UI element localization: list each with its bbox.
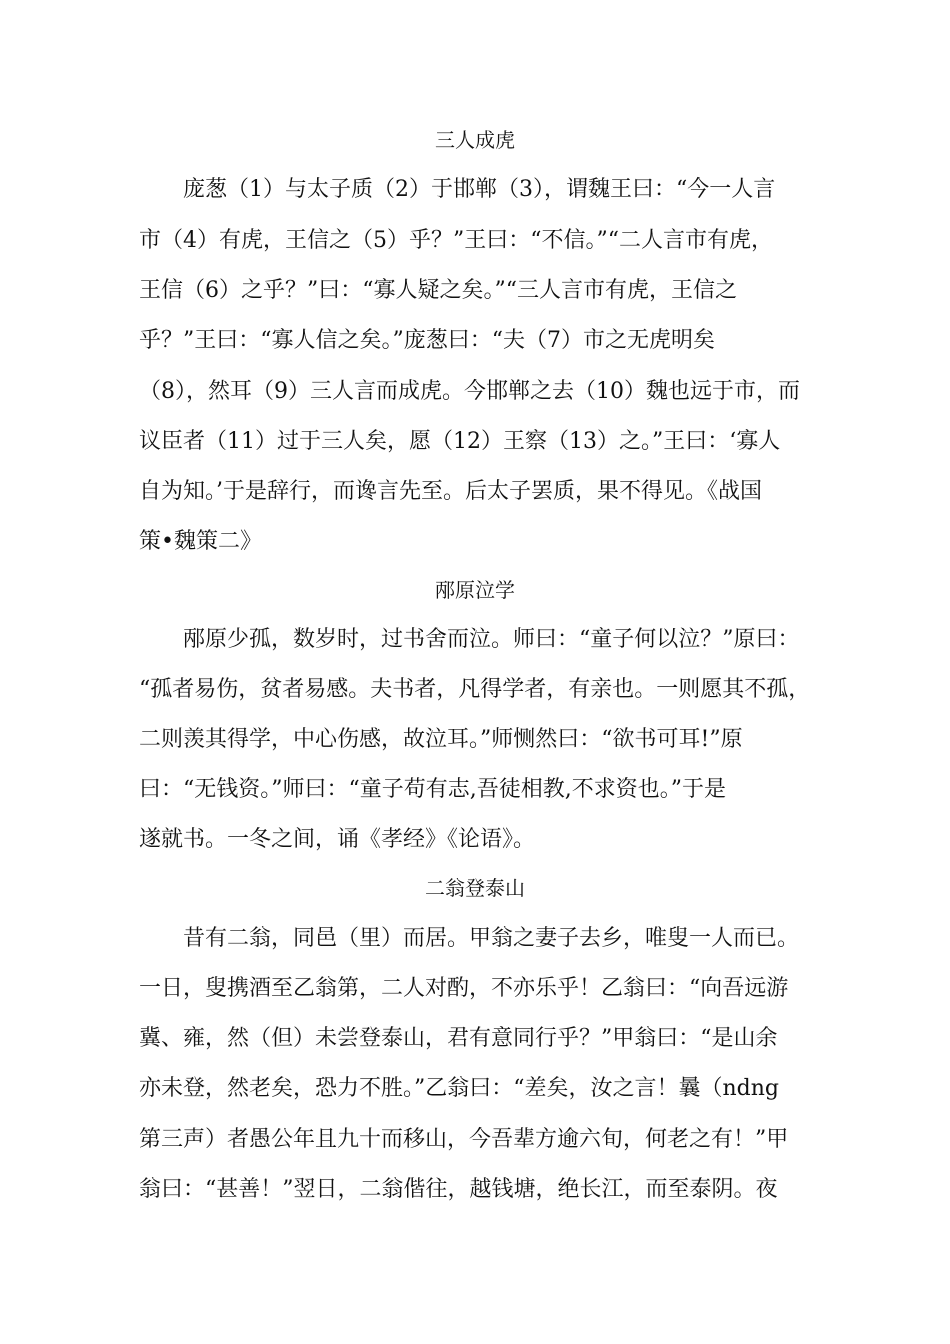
paragraph-line: 第三声）者愚公年且九十而移山，今吾辈方逾六旬，何老之有！”甲 xyxy=(139,1127,789,1152)
section-title-bing-yuan-qi-xue: 邴原泣学 xyxy=(435,578,515,602)
paragraph-line: 冀、雍，然（但）未尝登泰山，君有意同行乎？”甲翁曰：“是山余 xyxy=(139,1026,778,1051)
paragraph-line: 自为知。’于是辞行，而谗言先至。后太子罢质，果不得见。《战国 xyxy=(139,479,762,504)
paragraph-line: 二则羡其得学，中心伤感，故泣耳。”师恻然曰：“欲书可耳!”原 xyxy=(139,727,743,752)
paragraph-line: （8），然耳（9）三人言而成虎。今邯郸之去（10）魏也远于市，而 xyxy=(139,379,800,404)
paragraph-line: 一日，叟携酒至乙翁第，二人对酌，不亦乐乎！乙翁曰：“向吾远游 xyxy=(139,976,789,1001)
paragraph-line: “孤者易伤，贫者易感。夫书者，凡得学者，有亲也。一则愿其不孤， xyxy=(139,677,811,702)
paragraph-line: 昔有二翁，同邑（里）而居。甲翁之妻子去乡，唯叟一人而已。 xyxy=(183,926,800,951)
paragraph-line: 邴原少孤，数岁时，过书舍而泣。师曰：“童子何以泣？”原曰： xyxy=(183,627,800,652)
paragraph-line: 庞葱（1）与太子质（2）于邯郸（3），谓魏王曰：“今一人言 xyxy=(183,177,776,202)
section-title-er-weng-deng-tai-shan: 二翁登泰山 xyxy=(425,876,525,900)
paragraph-line: 亦未登，然老矣，恐力不胜。”乙翁曰：“差矣，汝之言！曩（ndng xyxy=(139,1076,779,1101)
paragraph-line: 议臣者（11）过于三人矣，愿（12）王察（13）之。”王曰：‘寡人 xyxy=(139,429,781,454)
paragraph-line: 策•魏策二》 xyxy=(139,529,262,554)
section-title-san-ren-cheng-hu: 三人成虎 xyxy=(435,128,515,152)
paragraph-line: 遂就书。一冬之间，诵《孝经》《论语》。 xyxy=(139,827,536,852)
paragraph-line: 曰：“无钱资。”师曰：“童子苟有志,吾徒相教,不求资也。”于是 xyxy=(139,777,726,802)
paragraph-line: 王信（6）之乎？”曰：“寡人疑之矣。”“三人言市有虎，王信之 xyxy=(139,278,737,303)
paragraph-line: 乎？”王曰：“寡人信之矣。”庞葱曰：“夫（7）市之无虎明矣 xyxy=(139,328,715,353)
paragraph-line: 市（4）有虎，王信之（5）乎？”王曰：“不信。”“二人言市有虎， xyxy=(139,228,773,253)
paragraph-line: 翁曰：“甚善！”翌日，二翁偕往，越钱塘，绝长江，而至泰阴。夜 xyxy=(139,1177,778,1202)
